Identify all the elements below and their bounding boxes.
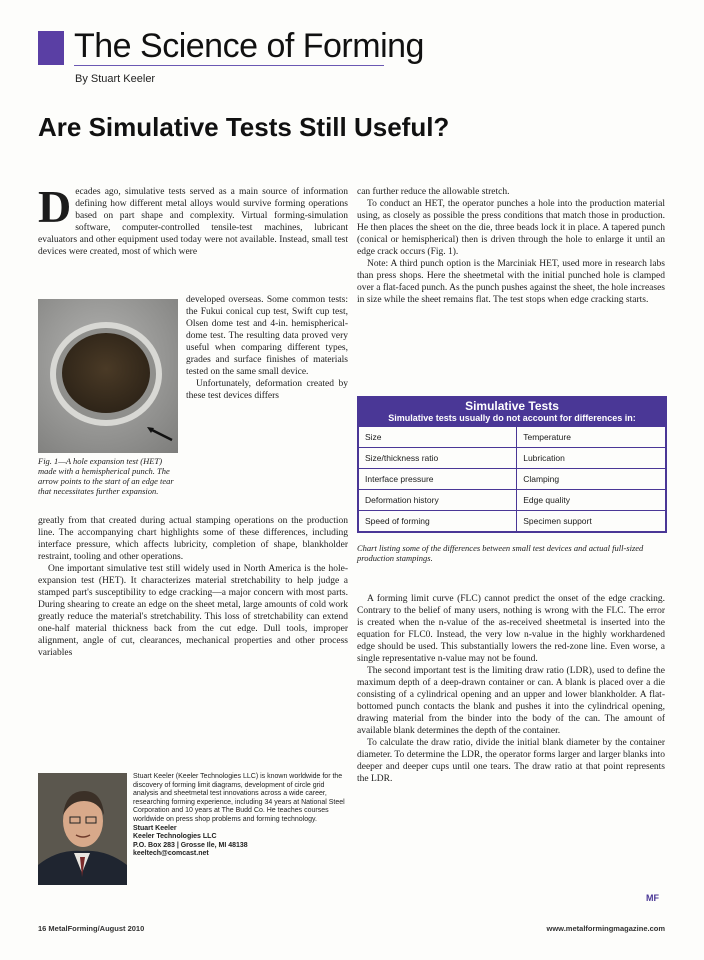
column-accent-bar bbox=[38, 31, 64, 65]
author-photo bbox=[38, 773, 127, 885]
intro-paragraph bbox=[38, 181, 348, 258]
author-email[interactable]: keeltech@comcast.net bbox=[133, 850, 209, 858]
paragraph-het: One important simulative test still widely used in North America is the hole-expansion test (HET). It characterizes material stretchability to help judge a stamped part's susceptibility to edge cracking—a major concern with most parts. During shearing to create an edge on the sheet metal, large amounts of cold work greatly reduce the material's stretchability. This loss of stretchability can extend one-half material thickness back from the cut edge. Dull tools, improper alignment, angle of cut, clearances, mechanical properties and other process variables bbox=[38, 564, 348, 658]
title-rule bbox=[74, 65, 384, 66]
table-row bbox=[359, 469, 666, 490]
intro-text: ecades ago, simulative tests served as a main source of information defining how different metal alloys would survive forming operations based on part shape and complexity. Virtual forming-simulation software, computer-controlled tensile-test machines, lubricant evaluators and other equipment used today were not available. Instead, small test devices were created, most of which were bbox=[38, 187, 348, 257]
paragraph-draw-ratio: To calculate the draw ratio, divide the initial blank diameter by the container diameter. To determine the LDR, the operator forms larger and larger blanks into deeper and deeper cups until one tears. The draw ratio at that point represents the LDR. bbox=[357, 738, 665, 784]
table-cell: Edge quality bbox=[517, 490, 666, 511]
paragraph-flc: A forming limit curve (FLC) cannot predict the onset of the edge cracking. Contrary to the belief of many users, nothing is wrong with the FLC. The error is created when the n-value of the as-received sheetmetal is inserted into the equation for FLC0. Instead, the very low n-value in the highly workhardened edge should be used. This substantially lowers the red-zone line. Even worse, a single representative n-value may not be found. bbox=[357, 594, 665, 664]
chart-title: Simulative Tests bbox=[465, 399, 559, 413]
author-bio bbox=[133, 773, 347, 859]
table-row bbox=[359, 427, 666, 448]
table-cell: Speed of forming bbox=[359, 511, 517, 532]
simulative-tests-chart bbox=[357, 396, 667, 533]
right-column-body bbox=[357, 593, 665, 785]
table-cell: Clamping bbox=[517, 469, 666, 490]
table-cell: Specimen support bbox=[517, 511, 666, 532]
wrap-paragraph-1: developed overseas. Some common tests: the Fukui conical cup test, Swift cup test, Olsen dome test and 4-in. hemispherical-dome test. The resulting data proved very useful when comparing different types, grades and surface finishes of materials tested on the same small device. bbox=[186, 295, 348, 377]
author-address: P.O. Box 283 | Grosse Ile, MI 48138 bbox=[133, 841, 248, 849]
author-company: Keeler Technologies LLC bbox=[133, 833, 217, 841]
table-cell: Lubrication bbox=[517, 448, 666, 469]
table-row bbox=[359, 490, 666, 511]
footer-url[interactable]: www.metalformingmagazine.com bbox=[546, 924, 665, 933]
article-headline: Are Simulative Tests Still Useful? bbox=[38, 112, 450, 142]
footer-page-info: 16 MetalForming/August 2010 bbox=[38, 924, 145, 933]
differences-table bbox=[358, 426, 666, 532]
byline: By Stuart Keeler bbox=[75, 73, 156, 85]
wrap-paragraph-2: Unfortunately, deformation created by these test devices differs bbox=[186, 379, 348, 401]
paragraph-differences: greatly from that created during actual stamping operations on the production line. The accompanying chart highlights some of these differences, including interface pressure, which affects lubricity, completion of shape, blankholder restraint, tooling and other operations. bbox=[38, 516, 348, 562]
table-cell: Interface pressure bbox=[359, 469, 517, 490]
paragraph-stretch: can further reduce the allowable stretch. bbox=[357, 187, 510, 197]
table-cell: Deformation history bbox=[359, 490, 517, 511]
end-mark: MF bbox=[646, 893, 659, 903]
table-cell: Size/thickness ratio bbox=[359, 448, 517, 469]
photo-wrap-text bbox=[186, 294, 348, 402]
chart-header bbox=[358, 397, 666, 426]
paragraph-ldr: The second important test is the limiting draw ratio (LDR), used to define the maximum depth of a deep-drawn container or can. A blank is placed over a die consisting of a cylindrical opening and an upper and lower blankholder. A flat-bottomed punch contacts the blank and pushes it into the cylindrical opening, drawing material from the binder into the body of the can. The amount of available blank determines the depth of the container. bbox=[357, 666, 665, 736]
paragraph-marciniak: Note: A third punch option is the Marciniak HET, used more in research labs than press shops. Here the sheetmetal with the initial punched hole is clamped over a flat-faced punch. As the punch pushes against the sheet, the hole increases in size while the sheet remains flat. The test stops when edge cracking starts. bbox=[357, 259, 665, 305]
chart-caption: Chart listing some of the differences between small test devices and actual full-sized production stampings. bbox=[357, 543, 644, 563]
paragraph-het-procedure: To conduct an HET, the operator punches a hole into the production material using, as closely as possible the press conditions that match those in production. He then places the sheet on the die, three beads lock it in place. A tapered punch (conical or hemispherical) then is driven through the hole to enlarge it until an edge crack occurs (Fig. 1). bbox=[357, 199, 665, 257]
drop-cap: D bbox=[38, 181, 72, 232]
left-column-body bbox=[38, 515, 348, 659]
author-name: Stuart Keeler bbox=[133, 824, 177, 832]
figure-caption: Fig. 1—A hole expansion test (HET) made with a hemispherical punch. The arrow points to the start of an edge tear that necessitates further expansion. bbox=[38, 456, 174, 496]
hole-expansion-photo bbox=[38, 299, 178, 453]
right-column-top bbox=[357, 186, 665, 306]
table-row bbox=[359, 448, 666, 469]
column-title: The Science of Forming bbox=[74, 27, 424, 65]
table-cell: Temperature bbox=[517, 427, 666, 448]
chart-subtitle: Simulative tests usually do not account for differences in: bbox=[388, 413, 636, 423]
author-bio-text: Stuart Keeler (Keeler Technologies LLC) is known worldwide for the discovery of forming limit diagrams, development of circle grid analysis and sheetmetal test innovations across a wide career, researching forming experience, including 34 years at National Steel Corporation and 10 years at The Budd Co. He teaches courses worldwide on press shop problems and forming technology. bbox=[133, 773, 345, 823]
table-row bbox=[359, 511, 666, 532]
table-cell: Size bbox=[359, 427, 517, 448]
left-column-intro bbox=[38, 181, 348, 258]
